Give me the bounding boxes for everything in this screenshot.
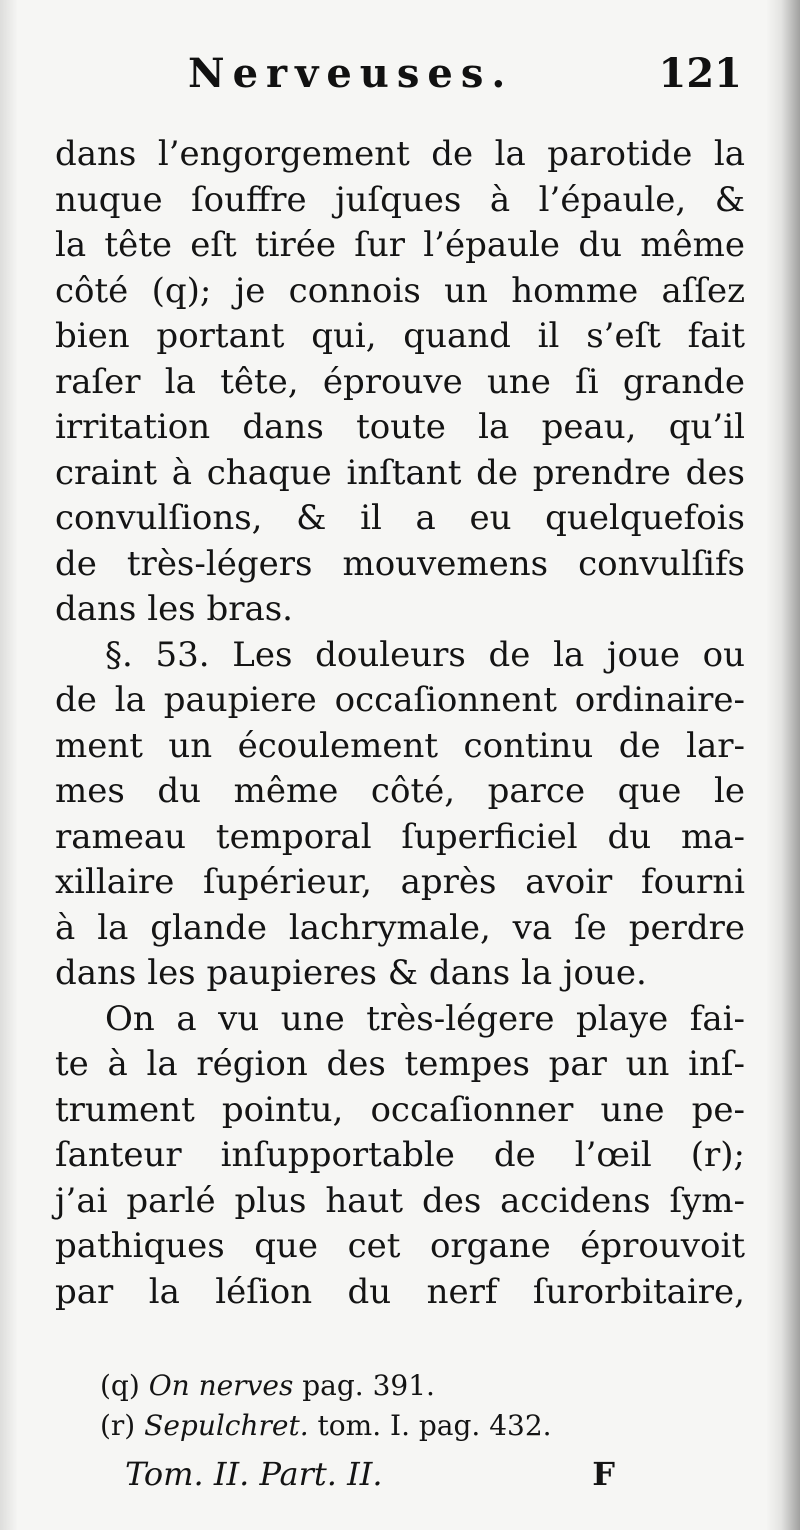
- text-line: xillaire ſupérieur, après avoir fourni: [55, 862, 745, 902]
- paragraph-start-line: §. 53. Les douleurs de la joue ou: [105, 634, 745, 675]
- paragraph-start-line: On a vu une très-légere playe fai-: [105, 998, 745, 1039]
- gathering-signature: F: [592, 1455, 615, 1493]
- running-title: Nerveuses.: [188, 50, 514, 97]
- text-line: ment un écoulement continu de lar-: [55, 725, 745, 766]
- footnote-q: [100, 1366, 720, 1406]
- footnotes: [100, 1366, 720, 1446]
- text-line: de la paupiere occaſionnent ordinaire-: [55, 680, 745, 720]
- footnote-source-title: Sepulchret.: [144, 1409, 309, 1442]
- page-number: 121: [658, 50, 742, 97]
- footnote-reference: pag. 391.: [302, 1369, 435, 1402]
- text-line: pathiques que cet organe éprouvoit: [55, 1226, 745, 1266]
- text-line: par la léſion du nerf ſurorbitaire,: [55, 1271, 745, 1312]
- footnote-source-title: On nerves: [148, 1369, 294, 1402]
- footnote-marker: (q): [100, 1369, 140, 1402]
- text-line: te à la région des tempes par un inſ-: [55, 1044, 745, 1084]
- text-line: trument pointu, occaſionner une pe-: [55, 1089, 745, 1130]
- text-line: irritation dans toute la peau, qu’il: [55, 407, 745, 447]
- text-line: rameau temporal ſuperficiel du ma-: [55, 816, 745, 857]
- footnote-r: [100, 1406, 720, 1446]
- text-line: mes du même côté, parce que le: [55, 771, 745, 811]
- text-line: dans les paupieres & dans la joue.: [55, 953, 647, 993]
- text-line: côté (q); je connois un homme aſſez: [55, 270, 745, 311]
- text-line: convulſions, & il a eu quelquefois: [55, 498, 745, 538]
- footnote-marker: (r): [100, 1409, 136, 1442]
- body-text: [55, 132, 745, 1315]
- footnote-reference: tom. I. pag. 432.: [317, 1409, 552, 1442]
- text-line: nuque ſouffre juſques à l’épaule, &: [55, 179, 745, 220]
- text-line: dans les bras.: [55, 589, 293, 629]
- text-line: ſanteur inſupportable de l’œil (r);: [55, 1135, 745, 1175]
- volume-part-label: Tom. II. Part. II.: [125, 1455, 383, 1493]
- text-line: craint à chaque inſtant de prendre des: [55, 452, 745, 493]
- text-line: de très-légers mouvemens convulſifs: [55, 543, 745, 584]
- text-line: raſer la tête, éprouve une ſi grande: [55, 361, 745, 402]
- text-line: dans l’engorgement de la parotide la: [55, 134, 745, 174]
- running-head: [180, 50, 742, 110]
- text-line: à la glande lachrymale, va ſe perdre: [55, 907, 745, 948]
- text-line: la tête eſt tirée ſur l’épaule du même: [55, 225, 745, 265]
- text-line: j’ai parlé plus haut des accidens ſym-: [55, 1180, 745, 1221]
- text-line: bien portant qui, quand il s’eſt fait: [55, 316, 745, 356]
